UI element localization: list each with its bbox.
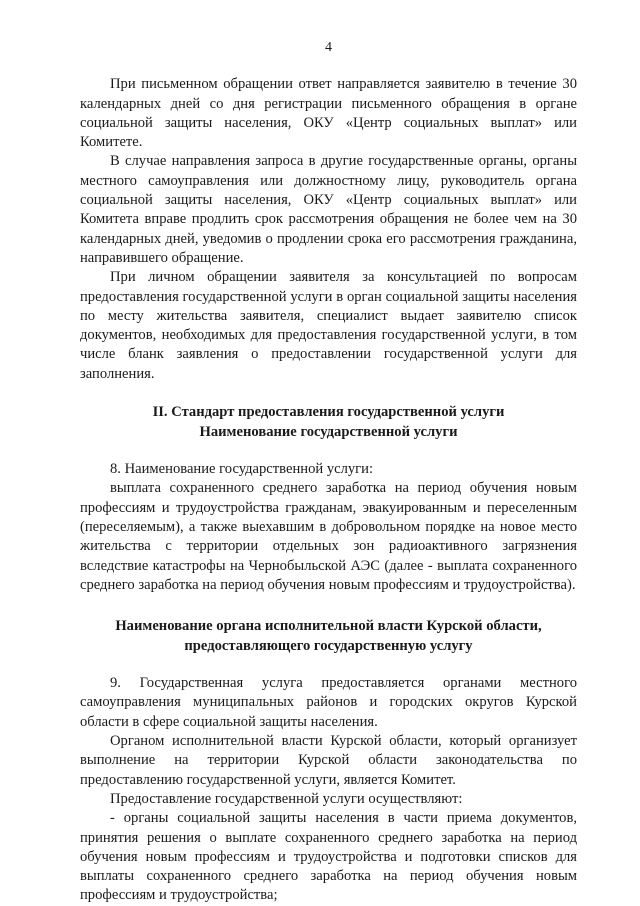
paragraph: В случае направления запроса в другие государственные органы, органы местного самоуправления или должностному лицу, руководитель органа социальной защиты населения, ОКУ «Центр социальных выплат» или Комитета вправе продлить срок рассмотрения обращения не более чем на 30 календарных дней, уведомив о продлении срока его рассмотрения гражданина, направившего обращение. [80,153,577,266]
clause-label: 8. Наименование государственной услуги: [110,461,374,478]
paragraph: - органы социальной защиты населения в части приема документов, принятия решения о выплате сохраненного среднего заработка на период обучения новым профессиям и трудоустройства и подготовки списков для выплаты сохраненного среднего заработка на период обучения новым профессиям и трудоустройства; [80,810,577,904]
section-heading-standard [80,403,577,442]
heading-line: Наименование государственной услуги [199,423,458,440]
heading-line: Наименование органа исполнительной власти Курской области, [115,618,542,635]
paragraph: 9. Государственная услуга предоставляется органами местного самоуправления муниципальных районов и городских округов Курской области в сфере социальной защиты населения. [80,675,577,730]
section-authority [80,674,577,906]
section-service-name [80,460,577,595]
heading-line: II. Стандарт предоставления государственной услуги [152,404,505,421]
paragraph: Предоставление государственной услуги осуществляют: [110,790,463,807]
section-consultation [80,75,577,384]
paragraph: выплата сохраненного среднего заработка на период обучения новым профессиям и трудоустройства гражданам, эвакуированным и переселенным (переселяемым), а также выехавшим в добровольном порядке на новое место жительства с территории отдельных зон радиоактивного загрязнения вследствие катастрофы на Чернобыльской АЭС (далее - выплата сохраненного среднего заработка на период обучения новым профессиям и трудоустройства). [80,480,577,593]
section-heading-authority [80,617,577,656]
heading-line: предоставляющего государственную услугу [184,637,473,654]
paragraph: При письменном обращении ответ направляется заявителю в течение 30 календарных дней со дня регистрации письменного обращения в органе социальной защиты населения, ОКУ «Центр социальных выплат» или Комитете. [80,76,577,151]
paragraph: При личном обращении заявителя за консультацией по вопросам предоставления государственной услуги в орган социальной защиты населения по месту жительства заявителя, специалист выдает заявителю список документов, необходимых для предоставления государственной услуги, в том числе бланк заявления о предоставлении государственной услуги для заполнения. [80,269,577,382]
paragraph: Органом исполнительной власти Курской области, который организует выполнение на территории Курской области законодательства по предоставлению государственной услуги, является Комитет. [80,733,577,788]
document-page [80,38,577,906]
page-number: 4 [325,40,332,55]
